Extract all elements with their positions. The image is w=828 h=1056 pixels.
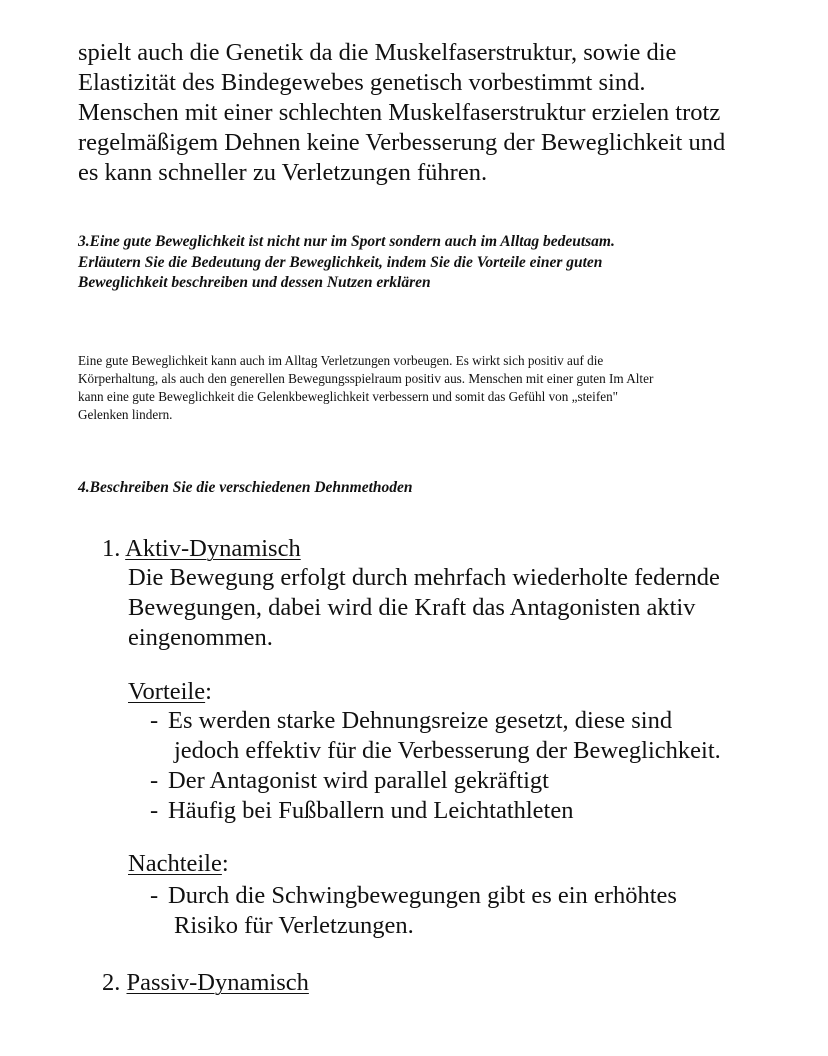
- bullet-dash: -: [150, 767, 159, 794]
- bullet-dash: -: [150, 797, 159, 824]
- list-item-text: Es werden starke Dehnungsreize gesetzt, diese sind: [168, 707, 673, 734]
- list-item-text: Häufig bei Fußballern und Leichtathleten: [168, 797, 574, 824]
- intro-line: Menschen mit einer schlechten Muskelfaserstruktur erzielen trotz: [78, 99, 721, 126]
- intro-line: spielt auch die Genetik da die Muskelfaserstruktur, sowie die: [78, 39, 677, 66]
- intro-line: Elastizität des Bindegewebes genetisch vorbestimmt sind.: [78, 69, 646, 96]
- list-item: [150, 766, 770, 796]
- list-item-text: Durch die Schwingbewegungen gibt es ein erhöhtes: [168, 882, 677, 909]
- answer-3-line: Eine gute Beweglichkeit kann auch im Alltag Verletzungen vorbeugen. Es wirkt sich positiv auf die: [78, 353, 604, 368]
- answer-3-line: Körperhaltung, als auch den generellen Bewegungsspielraum positiv aus. Menschen mit einer guten Im Alter: [78, 371, 654, 386]
- method-1-description-line: Bewegungen, dabei wird die Kraft das Antagonisten aktiv: [128, 594, 696, 621]
- method-1-description-line: Die Bewegung erfolgt durch mehrfach wiederholte federnde: [128, 564, 720, 591]
- list-item: [150, 706, 770, 766]
- question-3-line: Beweglichkeit beschreiben und dessen Nutzen erklären: [78, 274, 431, 291]
- method-2-number: 2.: [102, 969, 121, 996]
- intro-paragraph: [78, 38, 778, 188]
- cons-list: [150, 881, 770, 941]
- method-1-title: Aktiv-Dynamisch: [125, 535, 301, 562]
- list-item: [150, 796, 770, 826]
- cons-label: Nachteile: [128, 850, 222, 877]
- answer-3-paragraph: [78, 352, 778, 424]
- cons-colon: :: [221, 850, 229, 877]
- bullet-dash: -: [150, 707, 159, 734]
- method-1-number: 1.: [102, 535, 121, 562]
- list-item-text: jedoch effektiv für die Verbesserung der Beweglichkeit.: [174, 737, 721, 764]
- pros-list: [150, 706, 770, 826]
- question-3-line: 3.Eine gute Beweglichkeit ist nicht nur im Sport sondern auch im Alltag bedeutsam.: [78, 233, 615, 250]
- intro-line: es kann schneller zu Verletzungen führen.: [78, 159, 488, 186]
- method-2-title: Passiv-Dynamisch: [126, 969, 309, 996]
- question-3-line: Erläutern Sie die Bedeutung der Beweglichkeit, indem Sie die Vorteile einer guten: [78, 253, 603, 271]
- list-item: [150, 881, 770, 941]
- answer-3-line: kann eine gute Beweglichkeit die Gelenkbeweglichkeit verbessern und somit das Gefühl von „steifen": [78, 389, 619, 404]
- pros-colon: :: [205, 678, 212, 705]
- bullet-dash: -: [150, 882, 159, 909]
- method-1-description-line: eingenommen.: [128, 624, 273, 651]
- answer-3-line: Gelenken lindern.: [78, 407, 173, 422]
- list-item-text: Der Antagonist wird parallel gekräftigt: [168, 767, 549, 794]
- question-3-heading: [78, 232, 778, 294]
- cons-heading: [128, 849, 229, 879]
- pros-label: Vorteile: [128, 678, 206, 705]
- intro-line: regelmäßigem Dehnen keine Verbesserung der Beweglichkeit und: [78, 129, 726, 156]
- pros-heading: [128, 677, 212, 707]
- method-1-description: [128, 563, 778, 653]
- question-4-heading: 4.Beschreiben Sie die verschiedenen Dehnmethoden: [78, 479, 413, 496]
- method-2-heading: [102, 968, 309, 998]
- method-1-heading: [102, 534, 301, 564]
- list-item-text: Risiko für Verletzungen.: [174, 912, 414, 939]
